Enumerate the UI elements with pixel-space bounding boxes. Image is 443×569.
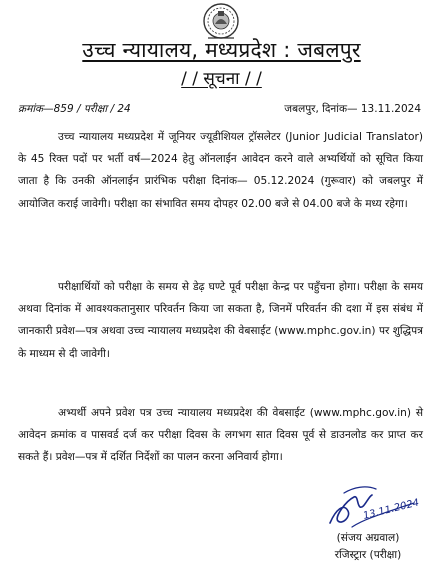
notice-heading-text: / / सूचना / / (181, 69, 262, 89)
reference-number: क्रमांक—859 / परीक्षा / 24 (18, 103, 131, 115)
paragraph-3 (18, 402, 423, 469)
court-title-text: उच्च न्यायालय, मध्यप्रदेश : जबलपुर (82, 38, 361, 62)
paragraph-2 (18, 276, 423, 365)
paragraph-2-text: परीक्षार्थियों को परीक्षा के समय से डेढ़ घण्टे पूर्व परीक्षा केन्द्र पर पहुँचना होगा। परीक्षा के समय अथवा दिनांक में आवश्यकतानुसार परिवर्तन किया जा सकता है, जिनमें परिवर्तन की दशा में इस संबंध में जानकारी प्रवेश—पत्र अथवा उच्च न्यायालय मध्यप्रदेश की वेबसाईट (www.mphc.gov.in) पर शुद्धिपत्र के माध्यम से दी जावेगी। (18, 281, 423, 360)
signature-date: 13.11.2024 (362, 497, 420, 522)
signatory-name: (संजय अग्रवाल) (336, 532, 400, 544)
signature-block (313, 530, 423, 564)
notice-heading (0, 66, 443, 89)
paragraph-1 (18, 126, 423, 215)
place-date: जबलपुर, दिनांक— 13.11.2024 (284, 103, 421, 115)
signatory-designation: रजिस्ट्रार (परीक्षा) (334, 549, 402, 561)
court-title (0, 36, 443, 64)
paragraph-3-text: अभ्यर्थी अपने प्रवेश पत्र उच्च न्यायालय मध्यप्रदेश की वेबसाईट (www.mphc.gov.in) से आवेदन क्रमांक व पासवर्ड दर्ज कर परीक्षा दिवस के लगभग सात दिवस पूर्व से डाउनलोड कर प्राप्त कर सकते हैं। प्रवेश—पत्र में दर्शित निर्देशों का पालन करना अनिवार्य होगा। (18, 407, 423, 464)
handwritten-signature (324, 479, 420, 537)
paragraph-1-text: उच्च न्यायालय मध्यप्रदेश में जूनियर ज्यूडीशियल ट्रॉसलेटर (Junior Judicial Translator) के 45 रिक्त पदों पर भर्ती वर्ष—2024 हेतु ऑनलाईन आवेदन करने वाले अभ्यर्थियों को सूचित किया जाता है कि उनकी ऑनलाईन प्रारंभिक परीक्षा दिनांक— 05.12.2024 (गुरूवार) को जबलपुर में आयोजित कराई जावेगी। परीक्षा का संभावित समय दोपहर 02.00 बजे से 04.00 बजे के मध्य रहेगा। (18, 131, 423, 210)
